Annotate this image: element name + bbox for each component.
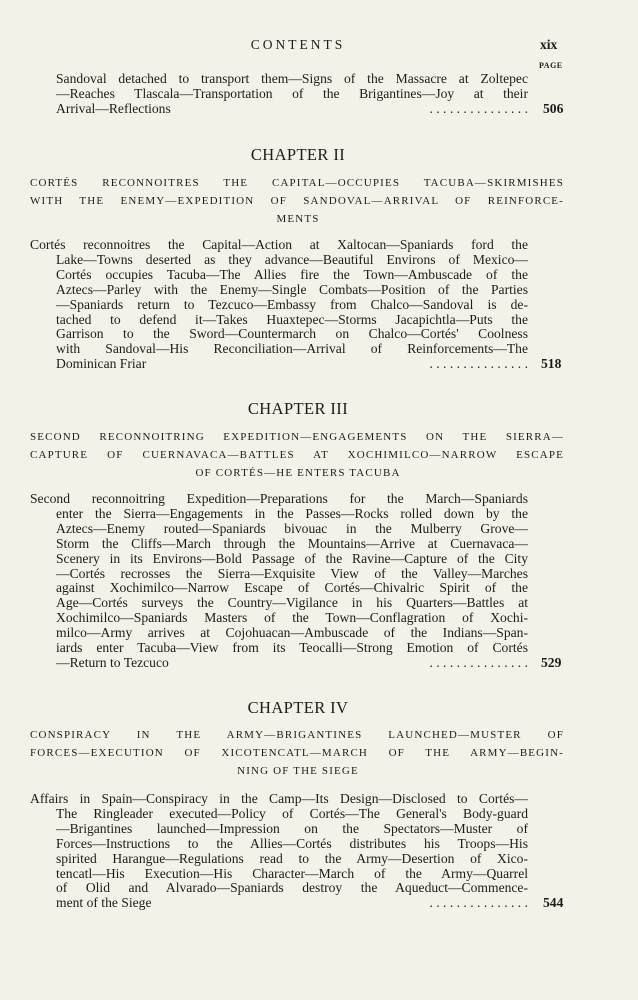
entry-summary-line: milco—Army arrives at Cojohuacan—Ambuscade of the Indians—Span- — [56, 625, 528, 641]
entry-summary-line: Age—Cortés surveys the Country—Vigilance in his Quarters—Battles at — [56, 595, 528, 611]
chapter-title-line: SECOND RECONNOITRING EXPEDITION—ENGAGEMENTS ON THE SIERRA— — [30, 431, 564, 443]
entry-summary-line: Storm the Cliffs—March through the Mountains—Arrive at Cuernavaca— — [56, 535, 528, 551]
entry-summary-line: Affairs in Spain—Conspiracy in the Camp—Its Design—Disclosed to Cortés— — [30, 791, 528, 806]
entry-summary-line: Lake—Towns deserted as they advance—Beautiful Environs of Mexico— — [56, 251, 528, 267]
page-column-label: PAGE — [539, 61, 563, 70]
running-head: CONTENTS — [250, 37, 346, 52]
chapter-title-line: CAPTURE OF CUERNAVACA—BATTLES AT XOCHIMILCO—NARROW ESCAPE — [30, 449, 564, 461]
page-number: 506 — [543, 100, 564, 116]
entry-summary-line: Cortés occupies Tacuba—The Allies fire the Town—Ambuscade of the — [56, 266, 528, 282]
chapter-heading: CHAPTER II — [250, 145, 346, 164]
chapter-title-line: OF CORTÉS—HE ENTERS TACUBA — [195, 467, 401, 479]
chapter-heading: CHAPTER III — [247, 399, 349, 418]
entry-summary-line: Aztecs—Parley with the Enemy—Single Combats—Position of the Parties — [56, 281, 528, 297]
page-number: 518 — [541, 356, 562, 372]
entry-summary-line: —Reaches Tlascala—Transportation of the Brigantines—Joy at their — [56, 85, 528, 101]
page-number: 544 — [543, 895, 564, 911]
entry-summary-line: Sandoval detached to transport them—Signs of the Massacre at Zoltepec — [56, 71, 528, 86]
entry-summary-line: iards enter Tacuba—View from its Teocalli—Strong Emotion of Cortés — [56, 640, 528, 655]
dot-leader: . . . . . . . . . . . . . . . — [429, 896, 528, 910]
entry-summary-line: enter the Sierra—Engagements in the Passes—Rocks rolled down by the — [56, 505, 528, 521]
chapter-heading: CHAPTER IV — [247, 698, 349, 717]
chapter-title-line: CORTÉS RECONNOITRES THE CAPITAL—OCCUPIES TACUBA—SKIRMISHES — [30, 177, 564, 189]
entry-summary-line: Forces—Instructions to the Allies—Cortés distributes his Troops—His — [56, 835, 528, 851]
entry-summary-line: The Ringleader executed—Policy of Cortés—The General's Body-guard — [56, 805, 528, 821]
entry-summary-line: Dominican Friar — [56, 356, 147, 372]
entry-summary-line: tencatl—His Execution—His Character—March of the Army—Quarrel — [56, 865, 528, 881]
dot-leader: . . . . . . . . . . . . . . . — [429, 655, 528, 670]
entry-summary-line: Arrival—Reflections — [56, 100, 171, 116]
entry-summary-line: —Cortés recrosses the Sierra—Exquisite View of the Valley—Marches — [56, 565, 528, 581]
entry-summary-line: Garrison to the Sword—Countermarch on Chalco—Cortés' Coolness — [56, 326, 528, 342]
chapter-title-line: NING OF THE SIEGE — [237, 765, 359, 777]
entry-summary-line: against Xochimilco—Narrow Escape of Cortés—Chivalric Spirit of the — [56, 580, 528, 596]
entry-summary-line: Aztecs—Enemy routed—Spaniards bivouac in the Mulberry Grove— — [56, 520, 528, 536]
entry-summary-line: Scenery in its Environs—Bold Passage of the Ravine—Capture of the City — [56, 550, 528, 566]
entry-summary-line: Xochimilco—Spaniards Masters of the Town—Conflagration of Xochi- — [56, 610, 528, 626]
chapter-title-line: FORCES—EXECUTION OF XICOTENCATL—MARCH OF THE ARMY—BEGIN- — [30, 747, 564, 759]
entry-summary-line: spirited Harangue—Regulations read to the Army—Desertion of Xico- — [56, 850, 528, 866]
entry-summary-line: ment of the Siege — [56, 895, 152, 911]
entry-summary-line: Second reconnoitring Expedition—Preparations for the March—Spaniards — [30, 491, 528, 506]
chapter-title-line: WITH THE ENEMY—EXPEDITION OF SANDOVAL—ARRIVAL OF REINFORCE- — [30, 195, 564, 207]
chapter-title-line: MENTS — [276, 213, 320, 225]
entry-summary-line: Cortés reconnoitres the Capital—Action at Xaltocan—Spaniards ford the — [30, 237, 528, 252]
dot-leader: . . . . . . . . . . . . . . . — [429, 101, 528, 116]
entry-summary-line: tached to defend it—Takes Huaxtepec—Storms Jacapichtla—Puts the — [56, 311, 528, 327]
entry-summary-line: —Spaniards return to Tezcuco—Embassy from Chalco—Sandoval is de- — [56, 296, 528, 312]
entry-summary-line: with Sandoval—His Reconciliation—Arrival of Reinforcements—The — [56, 341, 528, 357]
page-number: 529 — [541, 654, 562, 670]
page-folio: xix — [540, 37, 558, 52]
chapter-title-line: CONSPIRACY IN THE ARMY—BRIGANTINES LAUNCHED—MUSTER OF — [30, 729, 564, 741]
entry-summary-line: of Olid and Alvarado—Spaniards destroy the Aqueduct—Commence- — [56, 880, 528, 896]
entry-summary-line: —Brigantines launched—Impression on the Spectators—Muster of — [56, 820, 528, 836]
entry-summary-line: —Return to Tezcuco — [56, 654, 169, 670]
dot-leader: . . . . . . . . . . . . . . . — [429, 357, 528, 371]
